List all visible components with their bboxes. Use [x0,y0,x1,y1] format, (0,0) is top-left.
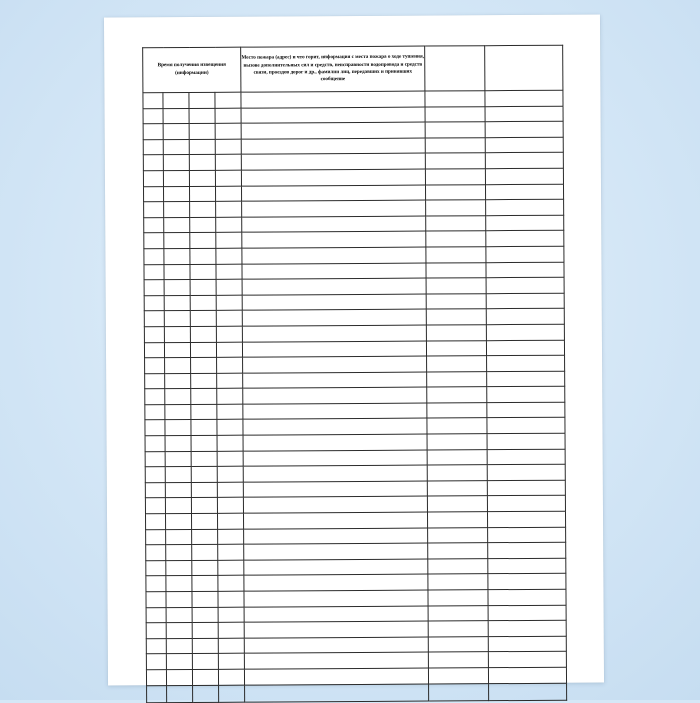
table-cell[interactable] [217,451,243,467]
table-cell[interactable] [243,450,427,467]
table-cell[interactable] [426,340,486,356]
table-cell[interactable] [218,576,244,592]
table-cell[interactable] [166,669,192,685]
table-cell[interactable] [165,514,191,530]
table-cell[interactable] [243,387,427,404]
table-cell[interactable] [244,606,428,623]
table-cell[interactable] [191,435,217,451]
table-cell[interactable] [164,326,190,342]
table-cell[interactable] [487,386,565,402]
table-cell[interactable] [164,295,190,311]
table-cell[interactable] [426,247,486,263]
table-cell[interactable] [488,558,566,574]
table-cell[interactable] [215,186,241,202]
table-cell[interactable] [215,123,241,139]
journal-table-container [142,45,566,703]
table-cell[interactable] [215,139,241,155]
table-cell[interactable] [485,90,563,106]
table-cell[interactable] [190,217,216,233]
table-cell[interactable] [243,372,427,389]
table-cell[interactable] [144,264,164,280]
table-cell[interactable] [427,449,487,465]
table-cell[interactable] [192,591,218,607]
table-cell[interactable] [145,358,165,374]
table-cell[interactable] [165,358,191,374]
table-cell[interactable] [428,652,488,668]
table-cell[interactable] [486,324,564,340]
table-cell[interactable] [426,325,486,341]
table-cell[interactable] [486,277,564,293]
table-cell[interactable] [487,371,565,387]
column-header-fire-location-description [241,46,425,92]
table-cell[interactable] [166,638,192,654]
table-cell[interactable] [242,294,426,311]
table-cell[interactable] [216,342,242,358]
table-cell[interactable] [218,654,244,670]
table-cell[interactable] [144,249,164,265]
table-cell[interactable] [488,667,566,683]
table-cell[interactable] [425,106,485,122]
table-cell[interactable] [218,622,244,638]
table-cell[interactable] [486,215,564,231]
table-cell[interactable] [216,310,242,326]
table-cell[interactable] [191,404,217,420]
table-cell[interactable] [487,402,565,418]
table-cell[interactable] [146,623,166,639]
table-cell[interactable] [426,293,486,309]
table-cell[interactable] [165,420,191,436]
table-cell[interactable] [428,668,488,684]
table-cell[interactable] [164,217,190,233]
table-cell[interactable] [191,498,217,514]
table-cell[interactable] [163,170,189,186]
table-cell[interactable] [244,559,428,576]
table-cell[interactable] [163,139,189,155]
table-cell[interactable] [191,420,217,436]
table-cell[interactable] [145,467,165,483]
table-cell[interactable] [489,683,567,700]
table-cell[interactable] [145,389,165,405]
table-cell[interactable] [190,326,216,342]
table-cell[interactable] [425,91,485,107]
table-cell[interactable] [215,92,241,108]
table-cell[interactable] [217,466,243,482]
table-cell[interactable] [242,185,426,202]
table-cell[interactable] [218,544,244,560]
table-cell[interactable] [166,560,192,576]
table-cell[interactable] [244,512,428,529]
table-cell[interactable] [163,186,189,202]
table-cell[interactable] [166,607,192,623]
table-header [143,45,563,93]
table-cell[interactable] [192,529,218,545]
table-cell[interactable] [486,231,564,247]
table-cell[interactable] [218,560,244,576]
table-cell[interactable] [166,545,192,561]
table-cell[interactable] [166,576,192,592]
table-cell[interactable] [145,514,165,530]
table-cell[interactable] [145,451,165,467]
table-cell[interactable] [164,280,190,296]
table-cell[interactable] [428,543,488,559]
table-cell[interactable] [165,498,191,514]
table-cell[interactable] [244,590,428,607]
table-cell[interactable] [146,654,166,670]
table-cell[interactable] [189,92,215,108]
table-cell[interactable] [166,654,192,670]
table-cell[interactable] [165,436,191,452]
document-sheet [104,14,604,685]
table-cell[interactable] [145,498,165,514]
table-cell[interactable] [486,262,564,278]
table-cell[interactable] [217,404,243,420]
table-cell[interactable] [145,482,165,498]
table-cell[interactable] [192,669,218,685]
table-cell[interactable] [218,638,244,654]
table-cell[interactable] [190,295,216,311]
table-cell[interactable] [216,264,242,280]
table-cell[interactable] [485,137,563,153]
column-header-blank-1 [425,46,485,91]
table-cell[interactable] [189,155,215,171]
table-cell[interactable] [216,217,242,233]
table-cell[interactable] [144,311,164,327]
table-cell[interactable] [427,403,487,419]
table-cell[interactable] [426,309,486,325]
table-cell[interactable] [215,170,241,186]
table-cell[interactable] [242,263,426,280]
column-header-time-of-notification [143,47,241,93]
table-cell[interactable] [163,155,189,171]
table-cell[interactable] [218,607,244,623]
table-cell[interactable] [241,91,425,108]
table-cell[interactable] [143,124,163,140]
table-cell[interactable] [144,233,164,249]
table-cell[interactable] [191,373,217,389]
column-header-time-of-notification-label: Время получения извещения (информации) [143,62,240,78]
table-cell[interactable] [487,433,565,449]
table-cell[interactable] [192,638,218,654]
table-cell[interactable] [243,434,427,451]
table-cell[interactable] [242,278,426,295]
table-cell[interactable] [143,108,163,124]
table-cell[interactable] [190,311,216,327]
table-cell[interactable] [487,496,565,512]
table-cell[interactable] [242,231,426,248]
table-cell[interactable] [216,248,242,264]
table-cell[interactable] [146,576,166,592]
table-cell[interactable] [191,467,217,483]
table-cell[interactable] [427,434,487,450]
table-cell[interactable] [243,419,427,436]
table-cell[interactable] [244,574,428,591]
table-cell[interactable] [488,527,566,543]
table-cell[interactable] [189,170,215,186]
table-cell[interactable] [217,498,243,514]
table-cell[interactable] [217,513,243,529]
table-cell[interactable] [427,496,487,512]
table-cell[interactable] [215,108,241,124]
table-cell[interactable] [428,527,488,543]
table-cell[interactable] [165,404,191,420]
table-header-row [143,45,563,93]
table-cell[interactable] [145,373,165,389]
table-cell[interactable] [218,591,244,607]
table-cell[interactable] [241,153,425,170]
table-cell[interactable] [425,122,485,138]
table-cell[interactable] [144,202,164,218]
table-cell[interactable] [486,293,564,309]
table-cell[interactable] [242,247,426,264]
table-cell[interactable] [426,215,486,231]
table-cell[interactable] [487,355,565,371]
table-cell[interactable] [428,574,488,590]
table-cell[interactable] [164,311,190,327]
table-cell[interactable] [485,106,563,122]
table-cell[interactable] [426,200,486,216]
table-cell[interactable] [217,373,243,389]
table-cell[interactable] [166,623,192,639]
table-cell[interactable] [428,590,488,606]
table-cell[interactable] [245,684,429,702]
table-cell[interactable] [216,295,242,311]
table-cell[interactable] [217,388,243,404]
table-cell[interactable] [190,264,216,280]
table-cell[interactable] [425,169,485,185]
table-row[interactable] [147,683,567,703]
table-cell[interactable] [425,137,485,153]
table-cell[interactable] [144,327,164,343]
table-cell[interactable] [163,124,189,140]
table-cell[interactable] [486,184,564,200]
table-cell[interactable] [165,482,191,498]
table-cell[interactable] [486,340,564,356]
table-cell[interactable] [488,605,566,621]
table-cell[interactable] [144,295,164,311]
table-cell[interactable] [146,670,166,686]
table-cell[interactable] [215,155,241,171]
table-cell[interactable] [166,591,192,607]
table-cell[interactable] [219,685,245,702]
table-cell[interactable] [165,373,191,389]
table-cell[interactable] [165,451,191,467]
table-cell[interactable] [488,652,566,668]
table-cell[interactable] [189,139,215,155]
table-cell[interactable] [485,121,563,137]
table-cell[interactable] [145,405,165,421]
table-cell[interactable] [243,481,427,498]
table-cell[interactable] [488,542,566,558]
table-cell[interactable] [192,545,218,561]
column-header-fire-location-description-label: Место пожара (адрес) и что горит, информация с места пожара о ходе тушения, вызове дополнительных сил и средств, неисправности водопровода и средств связи, проездов дорог и др., фамилии лиц, передавших и принявших сообщение [241,54,424,85]
table-cell[interactable] [164,248,190,264]
table-cell[interactable] [242,341,426,358]
table-cell[interactable] [428,636,488,652]
table-cell[interactable] [488,574,566,590]
table-cell[interactable] [146,607,166,623]
table-cell[interactable] [242,200,426,217]
table-cell[interactable] [190,248,216,264]
table-cell[interactable] [146,529,166,545]
column-header-blank-2 [485,45,563,90]
table-cell[interactable] [164,233,190,249]
table-cell[interactable] [486,246,564,262]
table-cell[interactable] [164,202,190,218]
table-cell[interactable] [487,418,565,434]
table-cell[interactable] [216,201,242,217]
table-cell[interactable] [244,637,428,654]
table-cell[interactable] [427,418,487,434]
table-cell[interactable] [426,262,486,278]
table-cell[interactable] [217,357,243,373]
table-cell[interactable] [429,683,489,700]
table-cell[interactable] [146,560,166,576]
table-cell[interactable] [189,124,215,140]
table-cell[interactable] [243,356,427,373]
table-cell[interactable] [144,217,164,233]
table-cell[interactable] [217,482,243,498]
table-cell[interactable] [143,155,163,171]
table-cell[interactable] [191,357,217,373]
table-cell[interactable] [164,264,190,280]
table-cell[interactable] [143,171,163,187]
table-cell[interactable] [191,513,217,529]
table-cell[interactable] [242,325,426,342]
table-cell[interactable] [143,139,163,155]
table-cell[interactable] [217,435,243,451]
table-cell[interactable] [486,199,564,215]
table-cell[interactable] [428,621,488,637]
table-cell[interactable] [165,467,191,483]
table-cell[interactable] [487,449,565,465]
table-cell[interactable] [488,620,566,636]
table-cell[interactable] [191,451,217,467]
table-cell[interactable] [426,278,486,294]
table-cell[interactable] [189,186,215,202]
table-cell[interactable] [166,529,192,545]
table-cell[interactable] [192,623,218,639]
table-cell[interactable] [190,233,216,249]
table-cell[interactable] [144,280,164,296]
table-cell[interactable] [485,168,563,184]
table-cell[interactable] [428,605,488,621]
table-cell[interactable] [241,169,425,186]
table-cell[interactable] [488,636,566,652]
table-cell[interactable] [244,543,428,560]
table-cell[interactable] [165,389,191,405]
table-cell[interactable] [190,279,216,295]
table-cell[interactable] [192,654,218,670]
table-cell[interactable] [244,652,428,669]
table-cell[interactable] [241,138,425,155]
table-cell[interactable] [243,403,427,420]
table-cell[interactable] [143,186,163,202]
table-cell[interactable] [487,480,565,496]
table-cell[interactable] [427,356,487,372]
table-cell[interactable] [486,309,564,325]
table-cell[interactable] [216,233,242,249]
table-cell[interactable] [164,342,190,358]
table-cell[interactable] [428,558,488,574]
table-cell[interactable] [217,420,243,436]
table-cell[interactable] [428,512,488,528]
table-cell[interactable] [427,465,487,481]
table-cell[interactable] [427,371,487,387]
table-cell[interactable] [163,93,189,109]
table-cell[interactable] [488,511,566,527]
table-cell[interactable] [190,342,216,358]
table-cell[interactable] [488,589,566,605]
table-cell[interactable] [145,436,165,452]
table-cell[interactable] [218,529,244,545]
table-cell[interactable] [241,122,425,139]
table-cell[interactable] [427,481,487,497]
table-cell[interactable] [192,607,218,623]
table-cell[interactable] [241,107,425,124]
table-cell[interactable] [192,576,218,592]
table-cell[interactable] [426,184,486,200]
table-cell[interactable] [190,201,216,217]
table-cell[interactable] [193,685,219,702]
table-cell[interactable] [243,465,427,482]
table-cell[interactable] [427,387,487,403]
table-cell[interactable] [242,216,426,233]
table-cell[interactable] [191,389,217,405]
fire-notification-journal-table [142,45,567,703]
table-cell[interactable] [216,326,242,342]
table-cell[interactable] [146,545,166,561]
table-cell[interactable] [244,621,428,638]
table-cell[interactable] [192,560,218,576]
table-cell[interactable] [189,108,215,124]
table-cell[interactable] [485,153,563,169]
table-cell[interactable] [216,279,242,295]
table-cell[interactable] [146,592,166,608]
table-cell[interactable] [243,496,427,513]
table-cell[interactable] [144,342,164,358]
table-cell[interactable] [145,420,165,436]
table-cell[interactable] [487,464,565,480]
table-cell[interactable] [191,482,217,498]
table-cell[interactable] [218,669,244,685]
table-cell[interactable] [242,309,426,326]
table-cell[interactable] [244,528,428,545]
table-cell[interactable] [146,638,166,654]
table-body [143,90,567,702]
table-cell[interactable] [426,231,486,247]
table-cell[interactable] [163,108,189,124]
table-cell[interactable] [244,668,428,685]
table-cell[interactable] [143,93,163,109]
table-cell[interactable] [425,153,485,169]
